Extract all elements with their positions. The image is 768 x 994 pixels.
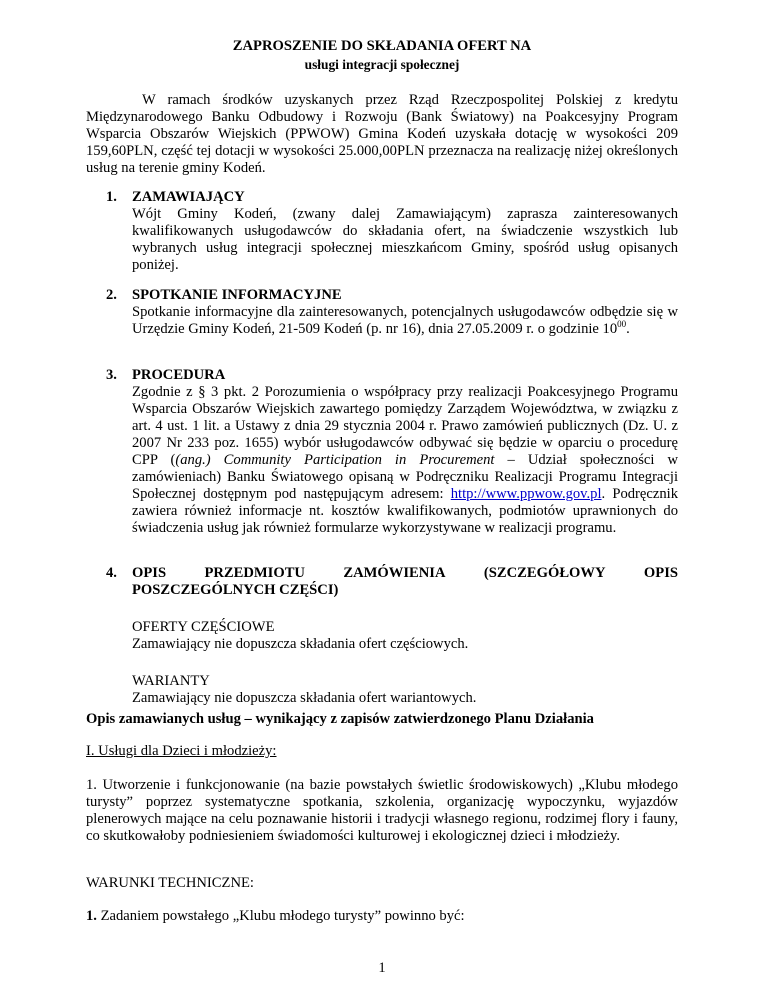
document-title: ZAPROSZENIE DO SKŁADANIA OFERT NA xyxy=(232,38,532,54)
section-2-number: 2. xyxy=(106,287,117,303)
section-1 xyxy=(106,189,678,274)
section-1-heading: ZAMAWIAJĄCY xyxy=(132,189,245,205)
section-1-number: 1. xyxy=(106,189,117,205)
section-2 xyxy=(106,287,678,338)
time-superscript: 00 xyxy=(617,319,627,330)
page-number: 1 xyxy=(378,960,386,976)
variants-body: Zamawiający nie dopuszcza składania ofert wariantowych. xyxy=(132,690,477,706)
variants-heading: WARIANTY xyxy=(132,673,210,689)
partial-offers-body: Zamawiający nie dopuszcza składania ofert częściowych. xyxy=(132,636,469,652)
services-heading: Opis zamawianych usług – wynikający z zapisów zatwierdzonego Planu Działania xyxy=(86,711,594,727)
category-heading: I. Usługi dla Dzieci i młodzieży: xyxy=(86,743,277,759)
service-item-1: 1. Utworzenie i funkcjonowanie (na bazie powstałych świetlic środowiskowych) „Klubu młodego turysty” poprzez systematyczne spotkania, szkolenia, organizację wypoczynku, wyjazdów plenerowych mające na celu poznawanie historii i tradycji własnego regionu, rodzimej flory i fauny, co skutkowałoby podniesieniem świadomości kulturowej i ekologicznej dzieci i młodzieży. xyxy=(86,777,678,844)
section-2-body: Spotkanie informacyjne dla zainteresowanych, potencjalnych usługodawców odbędzie się w Urzędzie Gminy Kodeń, 21-509 Kodeń (p. nr 16), dnia 27.05.2009 r. o godzinie $10^{00}$. xyxy=(132,304,678,337)
section-3-heading: PROCEDURA xyxy=(132,367,226,383)
technical-conditions-heading: WARUNKI TECHNICZNE: xyxy=(86,875,254,891)
section-4 xyxy=(106,565,678,707)
section-3 xyxy=(106,367,678,537)
section-2-heading: SPOTKANIE INFORMACYJNE xyxy=(132,287,342,303)
ppwow-link[interactable]: http://www.ppwow.gov.pl xyxy=(450,486,602,502)
document-subtitle: usługi integracji społecznej xyxy=(304,57,460,72)
document-page xyxy=(86,0,678,994)
partial-offers-heading: OFERTY CZĘŚCIOWE xyxy=(132,619,275,635)
section-4-heading-line1: OPIS PRZEDMIOTU ZAMÓWIENIA (SZCZEGÓŁOWY OPIS xyxy=(132,565,678,581)
intro-paragraph: W ramach środków uzyskanych przez Rząd Rzeczpospolitej Polskiej z kredytu Międzynarodowego Banku Odbudowy i Rozwoju (Bank Światowy) na Poakcesyjny Program Wsparcia Obszarów Wiejskich (PPWOW) Gmina Kodeń uzyskała dotację w wysokości 209 159,60PLN, część tej dotacji w wysokości 25.000,00PLN przeznacza na realizację niżej określonych usług na terenie gminy Kodeń. xyxy=(86,92,678,176)
section-1-body: Wójt Gminy Kodeń, (zwany dalej Zamawiającym) zaprasza zainteresowanych kwalifikowanych usługodawców do składania ofert, na świadczenie wszystkich lub wybranych usług integracji społecznej mieszkańcom Gminy, spośród usług opisanych poniżej. xyxy=(132,206,678,273)
section-3-number: 3. xyxy=(106,367,117,383)
section-4-heading-line2: POSZCZEGÓLNYCH CZĘŚCI) xyxy=(132,582,339,598)
section-4-number: 4. xyxy=(106,565,117,581)
section-3-body: Zgodnie z § 3 pkt. 2 Porozumienia o współpracy przy realizacji Poakcesyjnego Programu Wsparcia Obszarów Wiejskich zawartego pomiędzy Zarządem Województwa, w związku z art. 4 ust. 1 lit. a Ustawy z dnia 29 stycznia 2004 r. Prawo zamówień publicznych (Dz. U. z 2007 Nr 233 poz. 1655) wybór usługodawców odbywać się będzie w oparciu o procedurę CPP ((ang.) Community Participation in Procurement – Udział społeczności w zamówieniach) Banku Światowego opisaną w Podręczniku Realizacji Programu Integracji Społecznej dostępnym pod następującym adresem: http://www.ppwow.gov.pl. Podręcznik zawiera również informacje nt. kosztów kwalifikowanych, podmiotów uprawnionych do świadczenia usług jak również formularze wykorzystywane w realizacji programu. xyxy=(132,384,679,536)
task-line: 1. Zadaniem powstałego „Klubu młodego turysty” powinno być: xyxy=(86,908,465,924)
